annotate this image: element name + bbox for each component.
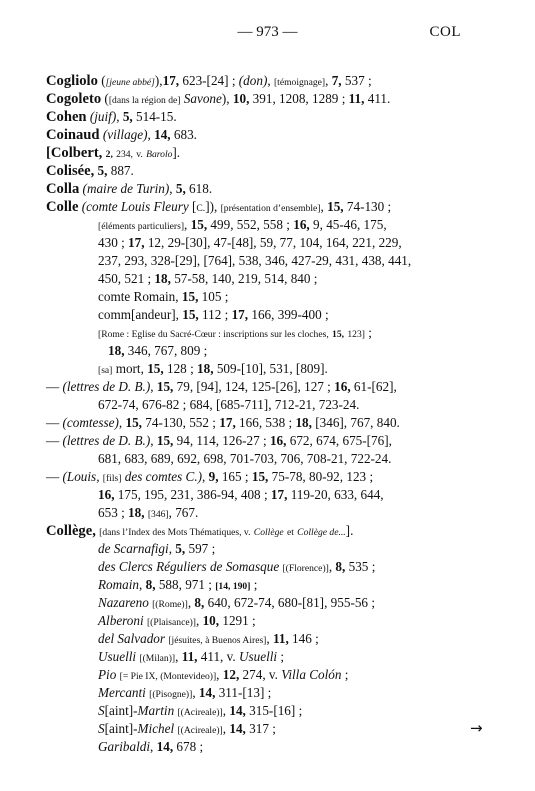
- note: [sa]: [98, 365, 113, 376]
- volume-ref: 14,: [229, 703, 246, 718]
- text: 346, 767, 809 ;: [124, 343, 208, 358]
- text: ,: [169, 181, 176, 196]
- volume-ref: 5,: [175, 541, 186, 556]
- text: 450, 521 ;: [98, 271, 155, 286]
- text: 618.: [185, 181, 213, 196]
- entry-line: [46, 342, 486, 360]
- sub-entry: [46, 594, 486, 612]
- text: 683.: [170, 127, 197, 142]
- note: [(Pisogne)]: [149, 689, 193, 700]
- entry-line: [46, 216, 486, 234]
- text: 112 ;: [198, 307, 232, 322]
- text: 499, 552, 558 ;: [207, 217, 294, 232]
- text: 9, 45-46, 175,: [309, 217, 387, 232]
- text: 128 ;: [163, 361, 198, 376]
- text: ].: [172, 145, 181, 160]
- text: ,: [328, 559, 336, 574]
- text: 681, 683, 689, 692, 698, 701-703, 706, 708-21, 722-24.: [98, 451, 392, 466]
- volume-ref: 18,: [128, 505, 145, 520]
- text: ),: [154, 73, 163, 88]
- text: ,: [320, 199, 328, 214]
- text: comm[andeur],: [98, 307, 183, 322]
- headword: Cogoleto: [46, 91, 102, 107]
- text: ,: [168, 541, 176, 556]
- entry-colle-letters-2: [46, 432, 486, 450]
- text: 165 ;: [218, 469, 252, 484]
- volume-ref: 10,: [202, 613, 220, 628]
- entry-college: [46, 522, 486, 540]
- text: 597 ;: [185, 541, 216, 556]
- sub-entry: [46, 648, 486, 666]
- text: —: [46, 379, 63, 394]
- text: 672, 674, 675-[76],: [286, 433, 392, 448]
- text: ,: [150, 379, 157, 394]
- note: [(Milan)]: [139, 653, 176, 664]
- text: (: [101, 73, 106, 88]
- entry-line: [46, 270, 486, 288]
- note: [témoignage]: [273, 77, 326, 88]
- volume-ref: 17,: [270, 487, 288, 502]
- volume-ref: 18,: [154, 271, 171, 286]
- note: [dans la région de]: [108, 95, 181, 106]
- text: 537 ;: [341, 73, 372, 88]
- volume-ref: 18,: [197, 361, 214, 376]
- headword: Colisée,: [46, 163, 95, 179]
- volume-ref: 15,: [147, 361, 164, 376]
- text: ]),: [205, 199, 221, 214]
- text: ,: [202, 469, 209, 484]
- volume-ref: 17,: [162, 73, 180, 88]
- text: 79, [94], 124, 125-[26], 127 ;: [173, 379, 335, 394]
- note: [346]: [147, 509, 169, 520]
- text: 146 ;: [288, 631, 319, 646]
- note: Usuelli: [98, 649, 137, 664]
- running-header: COL: [429, 24, 461, 40]
- text: 509-[10], 531, [809].: [213, 361, 328, 376]
- text: [: [188, 199, 197, 214]
- volume-ref: 15,: [332, 329, 345, 340]
- note: 123]: [347, 329, 365, 340]
- text: ,: [118, 415, 126, 430]
- note: Barolo: [146, 149, 173, 160]
- volume-ref: 17,: [128, 235, 145, 250]
- note: [(Acireale)]: [177, 707, 223, 718]
- entry-line: [46, 396, 486, 414]
- volume-ref: 7,: [331, 73, 342, 88]
- entry-line: [46, 306, 486, 324]
- text: , 767.: [168, 505, 199, 520]
- text: 317 ;: [245, 721, 276, 736]
- text: 61-[62],: [350, 379, 397, 394]
- volume-ref: 5,: [97, 163, 108, 178]
- text: 119-20, 633, 644,: [287, 487, 384, 502]
- index-entries: [46, 72, 486, 756]
- note: C.: [196, 203, 206, 214]
- text: ,: [187, 595, 195, 610]
- note: [présentation d’ensemble]: [220, 203, 321, 214]
- text: 887.: [107, 163, 134, 178]
- sub-entry: [46, 612, 486, 630]
- text: 411, v.: [197, 649, 239, 664]
- text: 623-[24] ;: [179, 73, 239, 88]
- text: ;: [250, 577, 258, 592]
- text: ,: [195, 613, 203, 628]
- text: ;: [341, 667, 349, 682]
- text: ,: [267, 73, 274, 88]
- text: 237, 293, 328-[29], [764], 538, 346, 427-29, 431, 438, 441,: [98, 253, 412, 268]
- entry-cohen: [46, 108, 486, 126]
- text: ].: [345, 523, 354, 538]
- note: et: [286, 527, 294, 538]
- volume-ref: 18,: [108, 343, 125, 358]
- note: Romain: [98, 577, 140, 592]
- volume-ref: 14,: [154, 127, 171, 142]
- sub-entry: [46, 738, 486, 756]
- text: [aint]-: [104, 721, 138, 736]
- text: 315-[16] ;: [245, 703, 303, 718]
- text: ),: [221, 91, 233, 106]
- entry-colle-comtesse: [46, 414, 486, 432]
- text: 653 ;: [98, 505, 129, 520]
- entry-line: [46, 324, 486, 342]
- volume-ref: 8,: [145, 577, 156, 592]
- entry-colle-louis: [46, 468, 486, 486]
- volume-ref: 8,: [194, 595, 205, 610]
- volume-ref: 17,: [231, 307, 249, 322]
- text: ,: [147, 127, 155, 142]
- text: ,: [216, 667, 223, 682]
- text: 105 ;: [198, 289, 229, 304]
- note: Martin: [137, 703, 175, 718]
- headword: Coinaud: [46, 127, 100, 143]
- note: (village): [102, 127, 148, 142]
- text: ,: [175, 649, 182, 664]
- volume-ref: 15,: [190, 217, 208, 232]
- text: ,: [150, 433, 157, 448]
- note: Michel: [137, 721, 175, 736]
- volume-ref: 15,: [327, 199, 344, 214]
- entry-line: [46, 360, 486, 378]
- text: 166, 538 ;: [235, 415, 296, 430]
- entry-colle: [46, 198, 486, 216]
- volume-ref: 14,: [229, 721, 246, 736]
- text: 94, 114, 126-27 ;: [173, 433, 270, 448]
- volume-ref: 14,: [198, 685, 216, 700]
- sub-entry: [46, 702, 486, 720]
- note: (comte Louis Fleury: [81, 199, 189, 214]
- entry-line: [46, 504, 486, 522]
- note: S: [98, 721, 105, 736]
- text: 1291 ;: [219, 613, 256, 628]
- text: 166, 399-400 ;: [248, 307, 329, 322]
- text: ,: [325, 73, 332, 88]
- text: 274, v.: [239, 667, 282, 682]
- text: comte Romain,: [98, 289, 182, 304]
- headword: Cogliolo: [46, 73, 98, 89]
- volume-ref: 16,: [269, 433, 287, 448]
- note: [(Florence)]: [282, 563, 329, 574]
- text: ,: [150, 739, 157, 754]
- sub-entry: [46, 576, 486, 594]
- note: Collège de...: [297, 527, 346, 538]
- volume-ref: 11,: [348, 91, 365, 106]
- entry-line: [46, 486, 486, 504]
- text: 672-74, 676-82 ; 684, [685-711], 712-21, 723-24.: [98, 397, 360, 412]
- text: 588, 971 ;: [155, 577, 216, 592]
- entry-colla: [46, 180, 486, 198]
- note: Alberoni: [98, 613, 144, 628]
- volume-ref: 15,: [182, 307, 199, 322]
- note: des Clercs Réguliers de Somasque: [98, 559, 280, 574]
- text: 175, 195, 231, 386-94, 408 ;: [114, 487, 271, 502]
- text: ;: [364, 325, 372, 340]
- text: ,: [222, 721, 230, 736]
- text: 75-78, 80-92, 123 ;: [268, 469, 374, 484]
- note: (maire de Turin): [82, 181, 170, 196]
- text: [346], 767, 840.: [311, 415, 400, 430]
- volume-ref: 16,: [98, 487, 115, 502]
- note: Savone: [183, 91, 222, 106]
- volume-ref: 16,: [293, 217, 310, 232]
- note: [éléments particuliers]: [98, 221, 185, 232]
- text: 535 ;: [345, 559, 376, 574]
- entry-line: [46, 288, 486, 306]
- note: [14, 190]: [215, 581, 251, 592]
- note: [fils]: [102, 473, 122, 484]
- note: [(Rome)]: [152, 599, 188, 610]
- text: —: [46, 433, 63, 448]
- note: S: [98, 703, 105, 718]
- entry-line: [46, 450, 486, 468]
- headword: Cohen: [46, 109, 87, 125]
- headword: Colle: [46, 199, 79, 215]
- page-number: — 973 —: [237, 24, 298, 40]
- note: (lettres de D. B.): [62, 433, 151, 448]
- entry-colbert: [46, 144, 486, 162]
- text: ,: [139, 577, 146, 592]
- note: des comtes C.): [124, 469, 203, 484]
- note: (don): [238, 73, 268, 88]
- volume-ref: 15,: [251, 469, 269, 484]
- sub-entry: [46, 666, 486, 684]
- text: 678 ;: [173, 739, 204, 754]
- headword: Collège,: [46, 523, 96, 539]
- sub-entry: [46, 630, 486, 648]
- volume-ref: 12,: [222, 667, 240, 682]
- text: —: [46, 469, 63, 484]
- volume-ref: 15,: [125, 415, 142, 430]
- volume-ref: 15,: [156, 433, 174, 448]
- volume-ref: 5,: [175, 181, 186, 196]
- note: (lettres de D. B.): [62, 379, 151, 394]
- note: Mercanti: [98, 685, 146, 700]
- text: ,: [192, 685, 199, 700]
- entry-colisee: [46, 162, 486, 180]
- text: mort,: [112, 361, 148, 376]
- volume-ref: 15,: [181, 289, 199, 304]
- note: Villa Colón: [281, 667, 342, 682]
- volume-ref: 11,: [272, 631, 289, 646]
- text: 311-[13] ;: [215, 685, 272, 700]
- volume-ref: 9,: [208, 469, 219, 484]
- note: [dans l’Index des Mots Thématiques, v.: [99, 527, 251, 538]
- headword: Colla: [46, 181, 80, 197]
- sub-entry: [46, 720, 486, 738]
- note: Garibaldi: [98, 739, 151, 754]
- note: de Scarnafigi: [98, 541, 169, 556]
- note: 234,: [116, 149, 133, 160]
- text: ,: [222, 703, 230, 718]
- entry-colle-letters: [46, 378, 486, 396]
- entry-line: [46, 234, 486, 252]
- text: 391, 1208, 1289 ;: [249, 91, 349, 106]
- volume-ref: 18,: [295, 415, 312, 430]
- note: Collège: [253, 527, 284, 538]
- text: ,: [116, 109, 123, 124]
- volume-ref: 11,: [181, 649, 198, 664]
- headword: [Colbert,: [46, 145, 103, 161]
- note: (juif): [89, 109, 117, 124]
- sub-entry: [46, 558, 486, 576]
- text: 430 ;: [98, 235, 129, 250]
- text: 514-15.: [132, 109, 177, 124]
- text: ,: [266, 631, 273, 646]
- text: ,: [184, 217, 191, 232]
- note: [jésuites, à Buenos Aires]: [168, 635, 267, 646]
- sub-entry: [46, 684, 486, 702]
- note: del Salvador: [98, 631, 166, 646]
- text: 74-130 ;: [343, 199, 392, 214]
- text: 12, 29-[30], 47-[48], 59, 77, 104, 164, 221, 229,: [144, 235, 402, 250]
- sub-entry: [46, 540, 486, 558]
- volume-ref: 10,: [232, 91, 250, 106]
- volume-ref: 5,: [122, 109, 133, 124]
- note: [jeune abbé]: [105, 77, 155, 88]
- volume-ref: 15,: [156, 379, 174, 394]
- entry-cogoleto: [46, 90, 486, 108]
- volume-ref: 14,: [156, 739, 174, 754]
- text: ;: [277, 649, 285, 664]
- text: (: [101, 91, 109, 106]
- note: (comtesse): [62, 415, 119, 430]
- volume-ref: 17,: [219, 415, 236, 430]
- note: v.: [136, 149, 143, 160]
- text: 74-130, 552 ;: [141, 415, 220, 430]
- note: [(Acireale)]: [177, 725, 223, 736]
- entry-line: [46, 252, 486, 270]
- volume-ref: 8,: [335, 559, 346, 574]
- note: (Louis,: [62, 469, 100, 484]
- entry-cogliolo: [46, 72, 486, 90]
- note: Pio: [98, 667, 117, 682]
- text: —: [46, 415, 63, 430]
- note: [Rome : Eglise du Sacré-Cœur : inscriptions sur les cloches,: [98, 329, 329, 340]
- entry-coinaud: [46, 126, 486, 144]
- note: Usuelli: [238, 649, 278, 664]
- text: 411.: [364, 91, 391, 106]
- volume-ref: 16,: [334, 379, 351, 394]
- note: [= Pie IX, (Montevideo)]: [119, 671, 217, 682]
- note: Nazareno: [98, 595, 149, 610]
- volume-ref: 2,: [105, 149, 113, 160]
- text: 57-58, 140, 219, 514, 840 ;: [170, 271, 318, 286]
- note: [(Plaisance)]: [146, 617, 196, 628]
- text: 640, 672-74, 680-[81], 955-56 ;: [204, 595, 375, 610]
- text: [aint]-: [104, 703, 138, 718]
- arrow-right-icon[interactable]: →: [470, 719, 483, 737]
